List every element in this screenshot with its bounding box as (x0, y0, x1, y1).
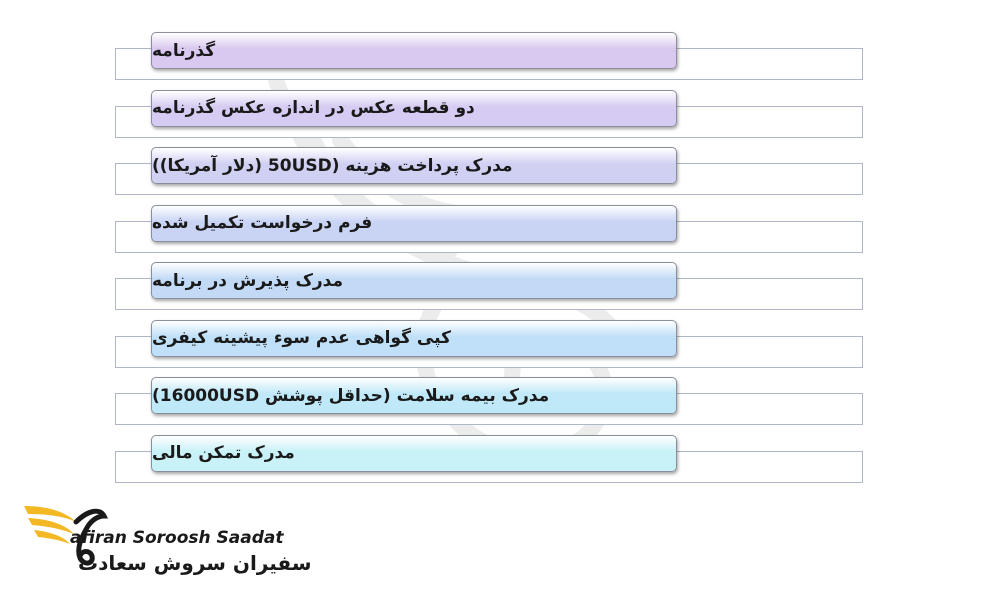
requirement-label: مدرک پرداخت هزینه (50USD (دلار آمریکا)) (151, 147, 677, 184)
requirement-item (0, 90, 1000, 140)
requirement-item (0, 377, 1000, 427)
requirement-label: گذرنامه (151, 32, 677, 69)
requirement-label: فرم درخواست تکمیل شده (151, 205, 677, 242)
requirement-label: دو قطعه عکس در اندازه عکس گذرنامه (151, 90, 677, 127)
requirement-item (0, 435, 1000, 485)
requirement-label: کپی گواهی عدم سوء پیشینه کیفری (151, 320, 677, 357)
requirement-item (0, 32, 1000, 82)
requirement-item (0, 205, 1000, 255)
requirement-label: مدرک تمکن مالی (151, 435, 677, 472)
requirement-label: مدرک بیمه سلامت (حداقل پوشش 16000USD) (151, 377, 677, 414)
requirement-item (0, 320, 1000, 370)
requirement-label: مدرک پذیرش در برنامه (151, 262, 677, 299)
requirement-item (0, 147, 1000, 197)
brand-name-latin: afiran Soroosh Saadat (70, 528, 284, 548)
brand-name-persian: سفیران سروش سعادت (78, 551, 312, 575)
requirement-item (0, 262, 1000, 312)
